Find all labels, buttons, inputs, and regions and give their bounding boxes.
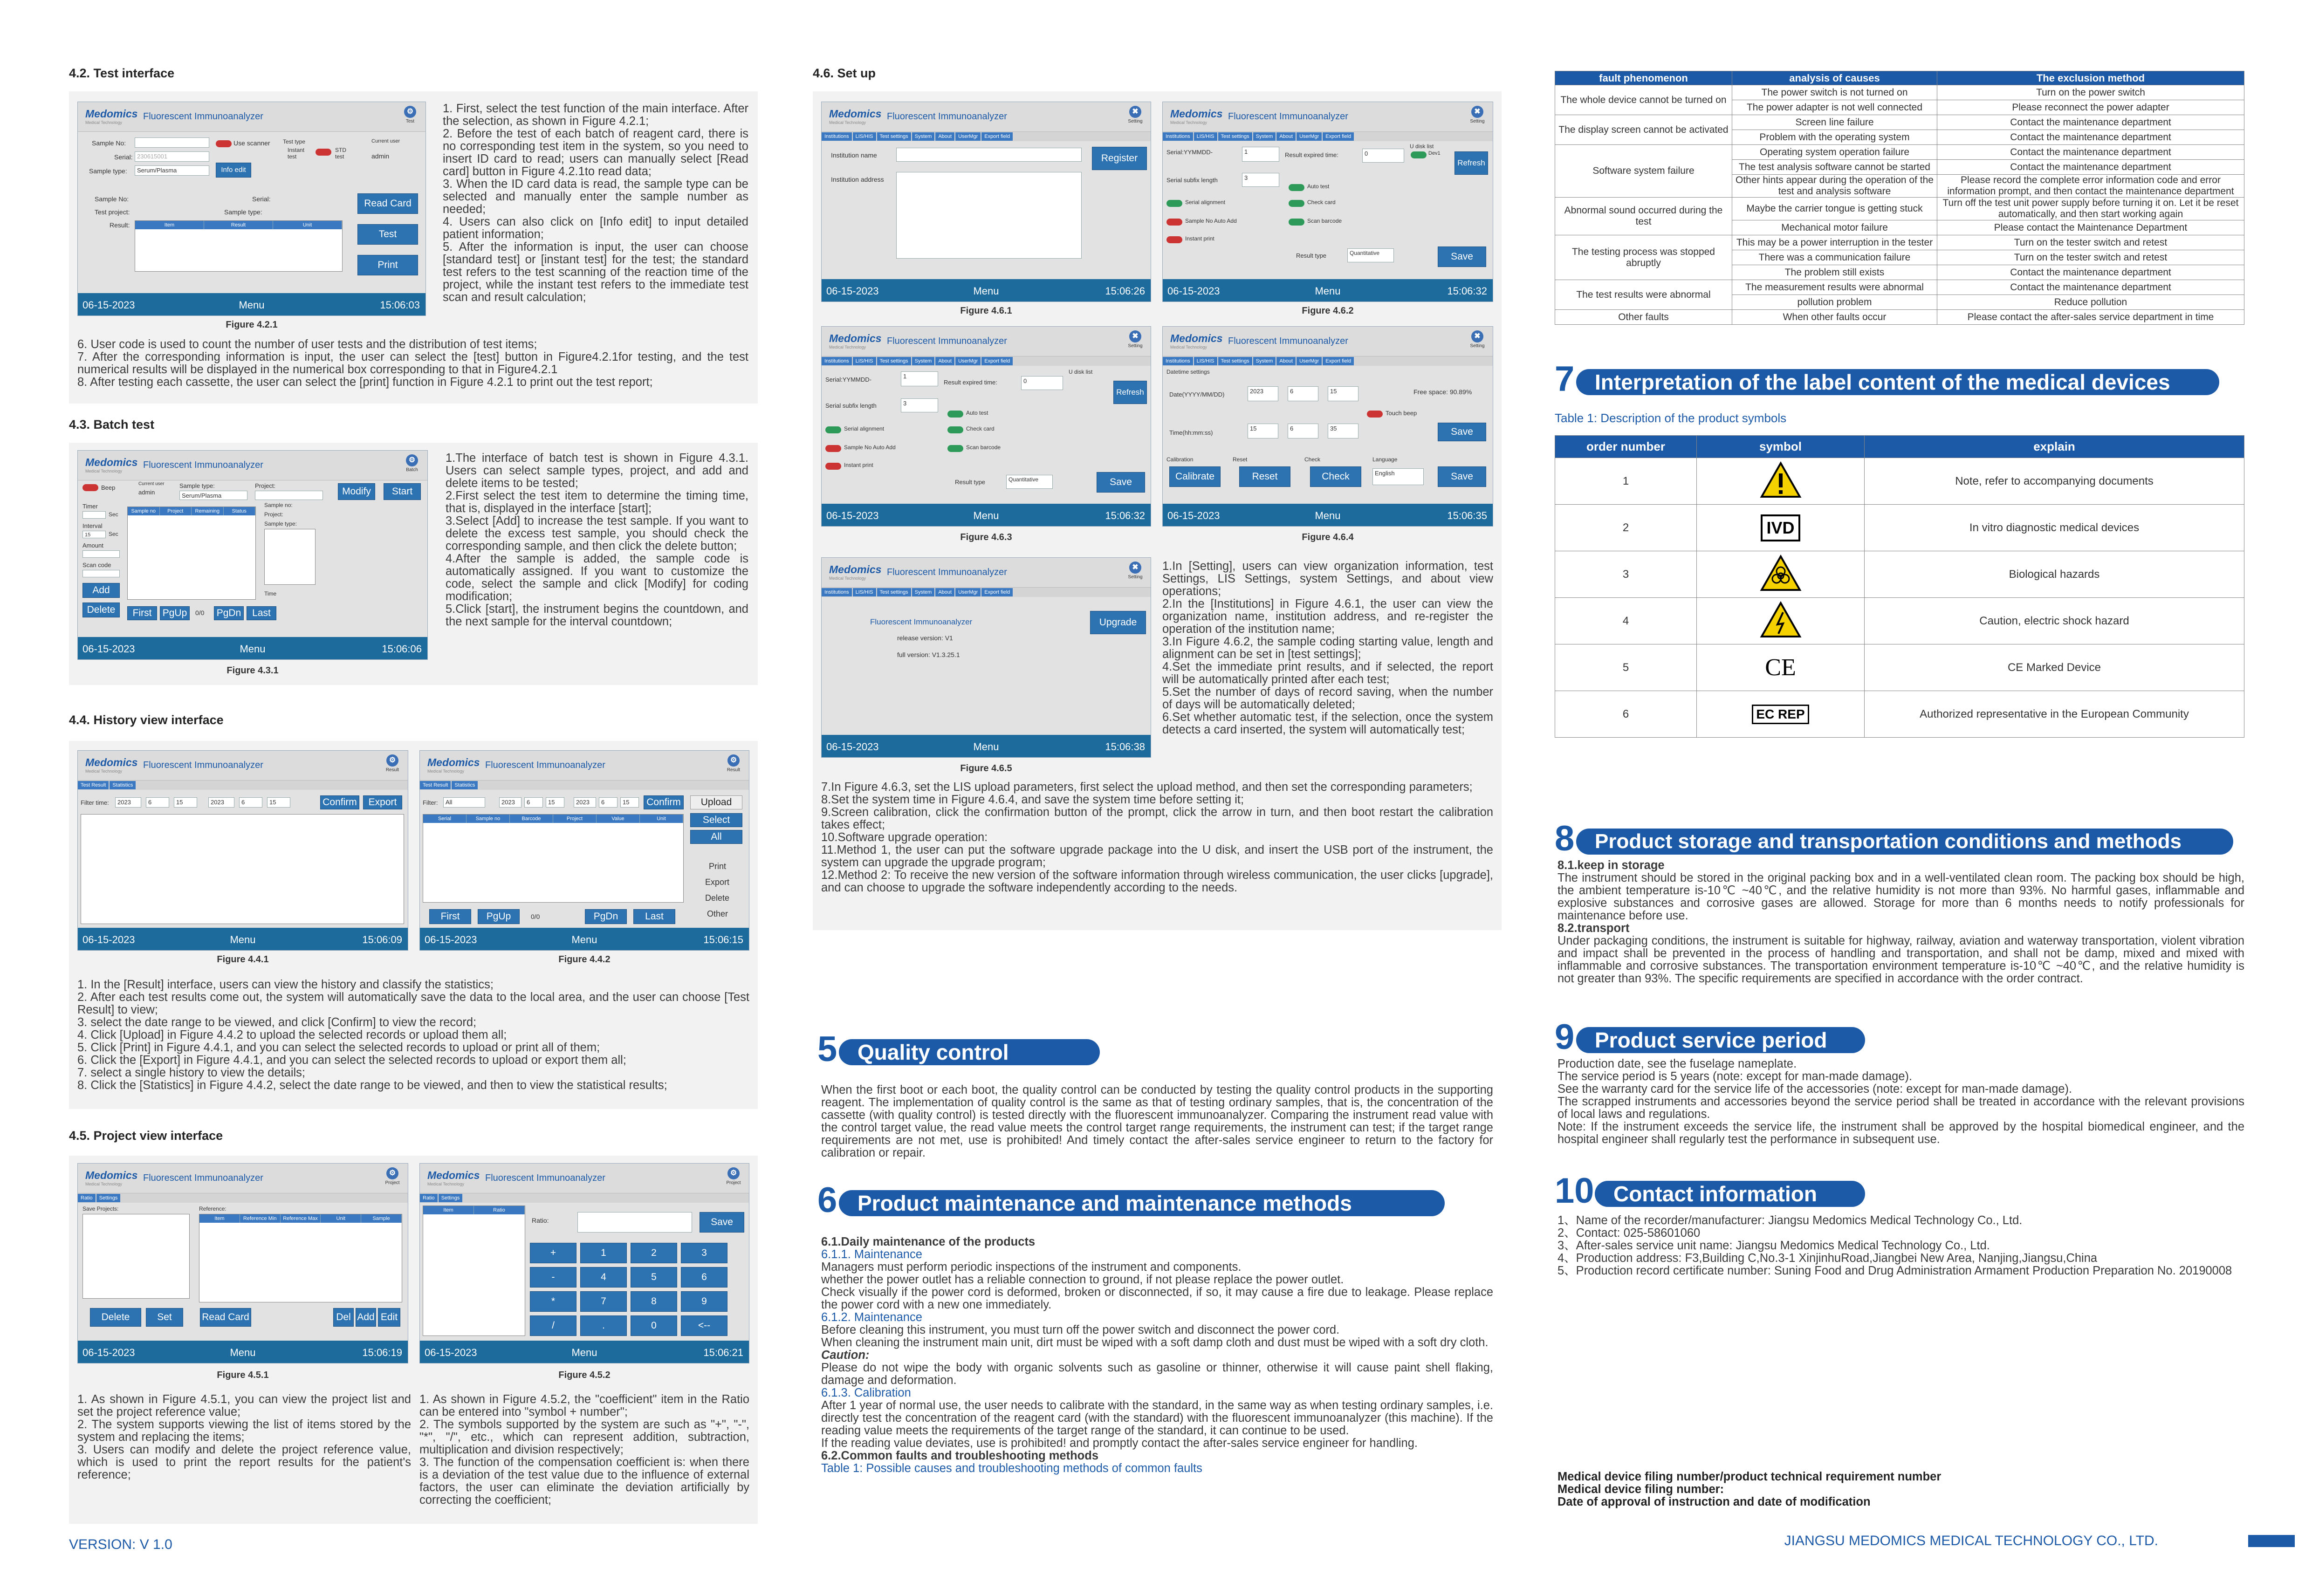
keypad-key[interactable]: . xyxy=(580,1315,627,1336)
setting-icon[interactable]: ✖ Setting xyxy=(1127,106,1143,124)
figure-4-2-1-caption: Figure 4.2.1 xyxy=(226,320,278,330)
sample-type-list[interactable] xyxy=(264,529,316,585)
figure-4-4-1-caption: Figure 4.4.1 xyxy=(217,954,269,965)
fault-cause: The measurement results were abnormal xyxy=(1732,280,1937,295)
fault-fix: Contact the maintenance department xyxy=(1937,130,2244,145)
screen-history-result: Medomics Medical Technology Fluorescent Immunoanalyzer ⚙ Result Test Result Statistics Filter time: 2023 6 15 2023 6 15 Confirm Export 06-15-2023 Menu 15:06:09 xyxy=(77,750,408,951)
section-4-3-text: 1.The interface of batch test is shown in Figure 4.3.1. Users can select sample types, project, and add and delete items to be tested; 2.First select the test item to determine the timing time, that is, displayed in the interface [start]; 3.Select [Add] to increase the test sample. If you want to delete the excess test sample, you should check the corresponding sample, and then click the delete button; 4.After the sample is added, the sample code is automatically assigned. If you want to customize the code, select the sample and click [Modify] for coding modification; 5.Click [start], the instrument begins the countdown, and the next sample for the interval countdown; xyxy=(446,452,748,628)
medomics-logo: Medomics Medical Technology xyxy=(85,108,138,125)
user-name: admin xyxy=(371,152,390,160)
screen-project-ratio: Medomics Medical Technology Fluorescent Immunoanalyzer ⚙ Project Ratio Settings Item Ratio Ratio: Save + 1 2 3 - 4 5 6 * 7 8 9 / . 0 <-- 06-15-2023 Menu 15:06:21 xyxy=(419,1163,749,1363)
quality-control-text: When the first boot or each boot, the quality control can be conducted by testing the quality control products in the supporting reagent. The implementation of quality control is the same as that of testing ordinary samples, that is, the concentration of the cassette (with quality control) is tested directly with the fluorescent immunoanalyzer. Comparing the instrument read value with the control target value, the read value meets the control target range requirements, the instrument can test; if the target range requirements are not met, use is prohibited! And timely contact the after-sales service engineer to return to the factory for calibration or repair. xyxy=(821,1083,1493,1159)
pgup-button[interactable]: PgUp xyxy=(160,606,190,620)
fault-fix: Please record the complete error information code and error information prompt, and then contact the maintenance department xyxy=(1937,175,2244,198)
figure-4-6-1-caption: Figure 4.6.1 xyxy=(960,306,1012,316)
screen-setup-institutions: Medomics Medical Technology Fluorescent Immunoanalyzer ✖ Setting Institutions LIS/HIS Test settings System About UserMgr Export field Institution name Register Institution address 06-15-2023 Menu 15:06:26 xyxy=(821,102,1151,302)
start-button[interactable]: Start xyxy=(384,483,421,500)
institution-name-input[interactable] xyxy=(896,148,1082,162)
ratio-save-button[interactable]: Save xyxy=(700,1212,744,1233)
ec-rep-icon: EC REP xyxy=(1752,705,1809,724)
footer-accent-bar xyxy=(2248,1535,2295,1547)
fault-cause: The power switch is not turned on xyxy=(1732,85,1937,100)
fault-row xyxy=(1555,115,2244,130)
version-label: VERSION: V 1.0 xyxy=(69,1537,172,1552)
fault-cause: Maybe the carrier tongue is getting stuck xyxy=(1732,198,1937,220)
keypad-key[interactable]: 8 xyxy=(631,1291,677,1312)
figure-4-6-2-caption: Figure 4.6.2 xyxy=(1302,306,1354,316)
figure-4-5-1-caption: Figure 4.5.1 xyxy=(217,1370,269,1380)
page-count: 0/0 xyxy=(195,609,205,616)
read-card-button[interactable]: Read Card xyxy=(357,193,418,214)
screen-title: Fluorescent Immunoanalyzer xyxy=(143,111,263,122)
fault-cause: The test analysis software cannot be started xyxy=(1732,160,1937,175)
service-period-text: Production date, see the fuselage nameplate. The service period is 5 years (note: except for man-made damage). See the warranty card for the service life of the accessories (note: except for man-made damage). The scrapped instruments and accessories beyond the service period shall be treated in accordance with the relevant provisions of local laws and regulations. Note: If the instrument exceeds the service life, the instrument shall be approved by the hospital biomedical engineer, and the hospital engineer shall regularly test the performance in subsequent use. xyxy=(1557,1057,2244,1146)
fault-phenomenon: Other faults xyxy=(1555,310,1732,325)
figure-4-5-2-caption: Figure 4.5.2 xyxy=(558,1370,611,1380)
saved-projects-list[interactable] xyxy=(82,1214,190,1299)
delete-option[interactable]: Delete xyxy=(705,893,730,903)
section-4-4-title: 4.4. History view interface xyxy=(69,713,224,727)
fault-cause: The problem still exists xyxy=(1732,265,1937,280)
maintenance-text: 6.1.Daily maintenance of the products 6.1.1. Maintenance Managers must perform periodic inspections of the instrument and components. whether the power outlet has a reliable connection to ground, if not please replace the power outlet. Check visually if the power cord is deformed, broken or disconnected, if so, it may cause a fire due to leakage. Please replace the power cord with a new one immediately. 6.1.2. Maintenance Before cleaning this instrument, you must turn off the power switch and disconnect the power cord. When cleaning the instrument main unit, dirt must be wiped with a soft damp cloth and dust must be wiped with a soft dry cloth. Caution: Please do not wipe the body with organic solvents such as gasoline or thinner, otherwise it will cause paint shell flaking, damage and deformation. 6.1.3. Calibration After 1 year of normal use, the user needs to calibrate with the standard, in the same way as when testing ordinary samples, i.e. directly test the concentration of the reagent card (with the standard) with the fluorescent immunoanalyzer (this machine). If the reading value meets the requirements of the target range of the standard, it can continue to be used. If the reading value deviates, use is prohibited! and promptly contact the after-sales service engineer for handling. 6.2.Common faults and troubleshooting methods Table 1: Possible causes and troubleshooting methods of common faults xyxy=(821,1235,1493,1475)
screen-setup-test-settings: Medomics Medical Technology Fluorescent Immunoanalyzer ✖ Setting Institutions LIS/HIS Test settings System About UserMgr Export field Serial:YYMMDD- 1 Result expired time: 0 U disk list Dev1 Refresh Serial subfix length 3 Serial alignment Auto test Check card Sample No Auto Add Scan barcode Instant print Result type Quantitative Save 06-15-2023 Menu 15:06:32 xyxy=(1162,102,1493,302)
fault-phenomenon: Abnormal sound occurred during the test xyxy=(1555,198,1732,235)
ref-add-button[interactable]: Add xyxy=(356,1308,376,1327)
keypad-key[interactable]: 6 xyxy=(681,1267,727,1288)
history-list[interactable] xyxy=(81,814,404,924)
setup-tabs[interactable]: Institutions LIS/HIS Test settings System About UserMgr Export field xyxy=(822,132,1151,141)
fault-row xyxy=(1555,235,2244,250)
storage-text: 8.1.keep in storage The instrument should be stored in the original packing box and in a well-ventilated clean room. The packing box should be high, the ambient temperature is-10℃ ~40℃, and the relative humidity is not more than 93%. No harmful gases, inflammable and explosive substances and corrosive gases are allowed. Storage for more than 6 months needs to notify professionals for maintenance before use. 8.2.transport Under packaging conditions, the instrument is suitable for highway, railway, aviation and waterway transportation, violent vibration and impact shall be prevented in the process of handling and transportation, and shall not be damp, mixed and mixed with inflammable and corrosive substances. The transportation environment temperature is-10℃ ~40℃, and the relative humidity is not greater than 93%. The specific requirements are specified in accordance with the order contract. xyxy=(1557,859,2244,985)
info-edit-button[interactable]: Info edit xyxy=(216,163,251,178)
export-button[interactable]: Export xyxy=(363,795,402,809)
keypad-key[interactable]: 5 xyxy=(631,1267,677,1288)
fault-fix: Turn off the test unit power supply before turning it on. Let it be reset automatically, and then start working again xyxy=(1937,198,2244,220)
screen-test-interface xyxy=(77,102,426,316)
fault-phenomenon: The test results were abnormal xyxy=(1555,280,1732,310)
fault-cause: This may be a power interruption in the tester xyxy=(1732,235,1937,250)
figure-4-6-3-caption: Figure 4.6.3 xyxy=(960,532,1012,542)
fault-fix: Contact the maintenance department xyxy=(1937,160,2244,175)
screen-setup-system: Medomics Medical Technology Fluorescent Immunoanalyzer ✖ Setting Institutions LIS/HIS Test settings System About UserMgr Export field Datetime settings Date(YYYY/MM/DD) 2023 6 15 Free space: 90.89% Touch beep Time(hh:mm:ss) 15 6 35 Save Calibration Reset Check Language Calibrate Reset Check English Save 06-15-2023 Menu 15:06:35 xyxy=(1162,326,1493,527)
reference-table[interactable]: Item Reference Min Reference Max Unit Sample xyxy=(199,1214,402,1302)
confirm-button[interactable]: Confirm xyxy=(320,795,359,809)
last-button[interactable]: Last xyxy=(247,606,276,620)
result-serial-label: Serial: xyxy=(252,195,271,203)
modify-button[interactable]: Modify xyxy=(338,483,375,500)
fault-row xyxy=(1555,310,2244,325)
calibrate-button[interactable]: Calibrate xyxy=(1169,466,1221,487)
ref-edit-button[interactable]: Edit xyxy=(378,1308,400,1327)
status-bar: 06-15-2023 Menu 15:06:03 xyxy=(78,293,425,315)
fault-row xyxy=(1555,280,2244,295)
figure-4-6-5-caption: Figure 4.6.5 xyxy=(960,763,1012,774)
upgrade-button[interactable]: Upgrade xyxy=(1090,611,1146,634)
use-scanner-label: Use scanner xyxy=(233,139,270,147)
sample-type-label: Sample type: xyxy=(89,167,127,175)
fault-cause: Other hints appear during the operation of the test and analysis software xyxy=(1732,175,1937,198)
ratio-input[interactable] xyxy=(577,1212,692,1233)
keypad-key[interactable]: 7 xyxy=(580,1291,627,1312)
keypad-key[interactable]: <-- xyxy=(681,1315,727,1336)
sample-no-input[interactable] xyxy=(135,137,209,148)
batch-sample-table: Sample no Project Remaining time Status xyxy=(127,507,256,600)
figure-4-6-4-caption: Figure 4.6.4 xyxy=(1302,532,1354,542)
electric-shock-icon xyxy=(1760,601,1802,638)
section-4-5-text-a: 1. As shown in Figure 4.5.1, you can view the project list and set the project reference value; 2. The system supports viewing the list of items stored by the system and replacing the items; 3. Users can modify and delete the project reference value, which is used to print the report results for the patient's reference; xyxy=(77,1393,411,1481)
fault-cause: There was a communication failure xyxy=(1732,250,1937,265)
fault-phenomenon: The testing process was stopped abruptly xyxy=(1555,235,1732,280)
timer-input[interactable] xyxy=(82,511,106,519)
serial-input[interactable]: 230615001 xyxy=(135,151,209,162)
section-4-6-text-b: 7.In Figure 4.6.3, set the LIS upload parameters, first select the upload method, and then set the corresponding parameters; 8.Set the system time in Figure 4.6.4, and save the system time before setting it; 9.Screen calibration, click the confirmation button of the prompt, click the arrow in turn, and then boot restart the calibration takes effect; 10.Software upgrade operation: 11.Method 1, the user can put the software upgrade package into the U disk, and insert the USB port of the instrument, the system can upgrade the upgrade program; 12.Method 2: To receive the new version of the software information through wireless communication, the user clicks [upgrade], and can choose to upgrade the software independently according to the needs. xyxy=(821,781,1493,894)
section-4-5-title: 4.5. Project view interface xyxy=(69,1129,223,1143)
instant-test-label[interactable]: Instant test xyxy=(288,147,305,160)
symbols-table: order number symbol explain 1 Note, refer to accompanying documents 2 IVD In vitro diagnostic medical devices 3 Biological hazards 4 Caution, electric shock hazard 5 CE CE Marked Device 6 EC REP Authorized representative in the European Community xyxy=(1555,435,2244,738)
std-test-label[interactable]: STD test xyxy=(335,147,346,160)
upload-button[interactable]: Upload xyxy=(690,795,742,809)
fault-phenomenon: Software system failure xyxy=(1555,145,1732,198)
keypad-key[interactable]: 3 xyxy=(681,1243,727,1263)
result-icon[interactable]: ⚙ Result xyxy=(384,754,400,773)
fault-fix: Contact the maintenance department xyxy=(1937,115,2244,130)
result-sample-type-label: Sample type: xyxy=(224,208,262,216)
ref-del-button[interactable]: Del xyxy=(333,1308,354,1327)
fault-fix: Please reconnect the power adapter xyxy=(1937,100,2244,115)
serial-label: Serial: xyxy=(114,153,133,161)
fault-fix: Contact the maintenance department xyxy=(1937,280,2244,295)
history-tabs[interactable]: Test Result Statistics xyxy=(78,781,408,790)
fault-phenomenon: The display screen cannot be activated xyxy=(1555,115,1732,145)
fault-row xyxy=(1555,145,2244,160)
test-button[interactable]: Test xyxy=(357,224,418,245)
fault-fix: Reduce pollution xyxy=(1937,295,2244,310)
fault-cause: pollution problem xyxy=(1732,295,1937,310)
figure-4-4-2-caption: Figure 4.4.2 xyxy=(558,954,611,965)
scan-code-input[interactable] xyxy=(82,570,120,577)
keypad-key[interactable]: 9 xyxy=(681,1291,727,1312)
fault-fix: Turn on the power switch xyxy=(1937,85,2244,100)
fault-cause: Screen line failure xyxy=(1732,115,1937,130)
pgdn-button[interactable]: PgDn xyxy=(214,606,244,620)
result-label: Result: xyxy=(110,221,130,229)
keypad-key[interactable]: + xyxy=(530,1243,576,1263)
section-4-3-title: 4.3. Batch test xyxy=(69,418,155,432)
current-user-label: Current user xyxy=(371,138,400,144)
all-button[interactable]: All xyxy=(690,830,742,844)
test-icon[interactable]: ⚙ Test xyxy=(402,106,418,124)
section-4-2-text-b: 6. User code is used to count the number of user tests and the distribution of test items; 7. After the corresponding information is input, the user can select the [test] button in Figure4.2.1for testing, and the test numerical results will be displayed in the numerical box corresponding to that in Figure4.2.1 8. After testing each cassette, the user can select the [print] function in Figure 4.2.1 to print out the test report; xyxy=(77,338,748,389)
add-button[interactable]: Add xyxy=(82,583,120,598)
fault-row xyxy=(1555,85,2244,100)
section-4-2-text: 1. First, select the test function of the main interface. After the selection, as shown in Figure 4.2.1; 2. Before the test of each batch of reagent card, there is no corresponding test item in the system, so you need to insert ID card to read; users can manually select [Read card] button in Figure 4.2.1to read data; 3. When the ID card data is read, the sample type can be selected and manually enter the sample number as needed; 4. Users can also click on [Info edit] to input detailed patient information; 5. After the information is input, the user can choose [standard test] or [instant test] for the test; the standard test refers to the test scanning of the reaction time of the project, while the instant test refers to the immediate test scan and result calculation; xyxy=(443,102,748,304)
company-footer: JIANGSU MEDOMICS MEDICAL TECHNOLOGY CO., LTD. xyxy=(1784,1533,2158,1548)
amount-input[interactable] xyxy=(82,550,120,558)
check-button[interactable]: Check xyxy=(1310,466,1361,487)
other-option[interactable]: Other xyxy=(707,909,728,918)
language-select[interactable]: English xyxy=(1372,468,1424,485)
select-button[interactable]: Select xyxy=(690,813,742,827)
filing-info: Medical device filing number/product technical requirement number Medical device filing number: Date of approval of instruction and date of modification xyxy=(1557,1470,1942,1508)
project-set-button[interactable]: Set xyxy=(146,1308,183,1327)
first-button[interactable]: First xyxy=(127,606,157,620)
fault-cause: Operating system operation failure xyxy=(1732,145,1937,160)
faults-table: fault phenomenon analysis of causes The exclusion method The whole device cannot be turned on The power switch is not turned on Turn on the power switch The power adapter is not well connected Please reconnect the power adapter The display screen cannot be activated Screen line failure Contact the maintenance department Problem with the operating system Contact the maintenance department Software system failure Operating system operation failure Contact the maintenance department The test analysis software cannot be started Contact the maintenance department Other hints appear during the operation of the test and analysis software Please record the complete error information code and error information prompt, and then contact the maintenance department Abnormal sound occurred during the test Maybe the carrier tongue is getting stuck Turn off the test unit power supply before turning it on. Let it be reset automatically, and then start working again Mechanical motor failure Please contact the Maintenance Department The testing process was stopped abruptly This may be a power interruption in the tester Turn on the tester switch and retest There was a communication failure Turn on the tester switch and retest The problem still exists Contact the maintenance department The test results were abnormal The measurement results were abnormal Contact the maintenance department pollution problem Reduce pollution Other faults When other faults occur Please contact the after-sales service department in time xyxy=(1555,71,2244,325)
institution-address-input[interactable] xyxy=(896,172,1082,259)
screen-history-statistics: Medomics Medical Technology Fluorescent Immunoanalyzer ⚙ Result Test Result Statistics Filter: All 2023 6 15 2023 6 15 Confirm Serial Sample no Barcode Project Value Unit Upload Select All Print Export Delete Other First PgUp 0/0 PgDn Last 06-15-2023 Menu 15:06:15 xyxy=(419,750,749,951)
keypad-key[interactable]: * xyxy=(530,1291,576,1312)
fault-fix: Contact the maintenance department xyxy=(1937,265,2244,280)
register-button[interactable]: Register xyxy=(1092,147,1147,170)
fault-row xyxy=(1555,198,2244,220)
result-sample-label: Sample No: xyxy=(95,195,129,203)
symbols-table-caption: Table 1: Description of the product symbols xyxy=(1555,411,1787,425)
batch-icon[interactable]: ⚙ Batch xyxy=(404,454,420,473)
export-option[interactable]: Export xyxy=(705,877,730,887)
fault-cause: When other faults occur xyxy=(1732,310,1937,325)
section-4-2-title: 4.2. Test interface xyxy=(69,66,175,80)
print-option[interactable]: Print xyxy=(709,862,727,871)
contact-text: 1、Name of the recorder/manufacturer: Jiangsu Medomics Medical Technology Co., Ltd. 2、Contact: 025-58601060 3、After-sales service unit name: Jiangsu Medomics Medical Technology Co., Ltd. 4、Production address: F3,Building C,No.3-1 XinjinhuRoad,Jiangbei New Area, Nanjing,Jiangsu,China 5、Production record certificate number: Suning Food and Drug Administration Armament Production Preparation No. 20190008 xyxy=(1557,1214,2232,1277)
screen-project-list: Medomics Medical Technology Fluorescent Immunoanalyzer ⚙ Project Ratio Settings Save Projects: Reference: Item Reference Min Reference Max Unit Sample Delete Set Read Card Del Add Edit 06-15-2023 Menu 15:06:19 xyxy=(77,1163,408,1363)
biohazard-icon xyxy=(1760,555,1802,592)
sample-no-label: Sample No: xyxy=(92,139,126,147)
screen-setup-about: Medomics Medical Technology Fluorescent Immunoanalyzer ✖ Setting Institutions LIS/HIS Test settings System About UserMgr Export field Fluorescent Immunoanalyzer release version: V1 full version: V1.3.25.1 Upgrade 06-15-2023 Menu 15:06:38 xyxy=(821,557,1151,758)
fault-fix: Turn on the tester switch and retest xyxy=(1937,235,2244,250)
section-4-6-title: 4.6. Set up xyxy=(813,66,876,80)
section-4-5-text-b: 1. As shown in Figure 4.5.2, the "coefficient" item in the Ratio can be entered into "symbol + number"; 2. The symbols supported by the system are such as "+", "-", "*", "/", etc., which can represent addition, subtraction, multiplication and division respectively; 3. The function of the compensation coefficient is: when there is a deviation of the test value due to the influence of external factors, the user can eliminate the deviation artificially by correcting the coefficient; xyxy=(419,1393,749,1507)
keypad-key[interactable]: 0 xyxy=(631,1315,677,1336)
fault-fix: Please contact the after-sales service department in time xyxy=(1937,310,2244,325)
section-4-6-text-a: 1.In [Setting], users can view organization information, test Settings, LIS Settings, system Settings, and about view operations; 2.In the [Institutions] in Figure 4.6.1, the user can view the organization name, institution address, and re-register the operation of the institution name; 3.In Figure 4.6.2, the sample coding starting value, length and alignment can be set in [test settings]; 4.Set the immediate print results, and if selected, the report will be automatically printed after each test; 5.Set the number of days of record saving, when the number of days will be automatically deleted; 6.Set whether automatic test, if the selection, once the system detects a card inserted, the system will automatically test; xyxy=(1162,560,1493,736)
batch-sample-type-select[interactable]: Serum/Plasma xyxy=(179,491,247,500)
project-delete-button[interactable]: Delete xyxy=(90,1308,141,1327)
reset-button[interactable]: Reset xyxy=(1239,466,1290,487)
section-4-4-text: 1. In the [Result] interface, users can view the history and classify the statistics; 2. After each test results come out, the system will automatically save the data to the local area, and the user can choose [Test Result] to view; 3. select the date range to be viewed, and click [Confirm] to view the record; 4. Click [Upload] in Figure 4.4.2 to upload the selected records or upload them all; 5. Click [Print] in Figure 4.4.1, and you can select the selected records to upload or print all of them; 6. Click the [Export] in Figure 4.4.1, and you can select the selected records to upload or export them all; 7. select a single history to view the details; 8. Click the [Statistics] in Figure 4.4.2, select the date range to be viewed, and then to view the statistical results; xyxy=(77,978,749,1092)
fault-phenomenon: The whole device cannot be turned on xyxy=(1555,85,1732,115)
keypad-key[interactable]: 4 xyxy=(580,1267,627,1288)
ratio-list[interactable]: Item Ratio xyxy=(423,1206,525,1336)
interval-input[interactable]: 15 xyxy=(82,531,106,538)
screen-setup-lis: Medomics Medical Technology Fluorescent Immunoanalyzer ✖ Setting Institutions LIS/HIS Test settings System About UserMgr Export field Serial:YYMMDD- 1 Result expired time: 0 U disk list Refresh Serial subfix length 3 Serial alignment Auto test Check card Sample No Auto Add Scan barcode Instant print Result type Quantitative Save 06-15-2023 Menu 15:06:32 xyxy=(821,326,1151,527)
batch-project-select[interactable] xyxy=(255,491,323,500)
ivd-icon: IVD xyxy=(1761,514,1800,541)
test-type-label: Test type xyxy=(283,138,306,145)
fault-cause: The power adapter is not well connected xyxy=(1732,100,1937,115)
beep-toggle[interactable] xyxy=(82,484,98,491)
keypad-key[interactable]: 1 xyxy=(580,1243,627,1263)
fault-cause: Mechanical motor failure xyxy=(1732,220,1937,235)
fault-fix: Contact the maintenance department xyxy=(1937,145,2244,160)
statistics-table[interactable]: Serial Sample no Barcode Project Value Unit xyxy=(423,814,684,903)
sample-type-select[interactable]: Serum/Plasma xyxy=(135,165,209,176)
warning-triangle-icon xyxy=(1760,461,1802,499)
print-button[interactable]: Print xyxy=(357,255,418,275)
fault-fix: Turn on the tester switch and retest xyxy=(1937,250,2244,265)
project-read-card-button[interactable]: Read Card xyxy=(200,1308,251,1327)
project-icon[interactable]: ⚙ Project xyxy=(384,1167,400,1185)
use-scanner-toggle[interactable] xyxy=(216,140,232,147)
figure-4-3-1-caption: Figure 4.3.1 xyxy=(226,665,279,676)
screen-batch-test: Medomics Medical Technology Fluorescent Immunoanalyzer ⚙ Batch Beep Current user admin Sample type: Serum/Plasma Project: Modify Start Timer Sec Interval 15 Sec Amount Scan code Add Delete Sample no Project Remaining time Status Sample no: Project: Sample type: Time First PgUp 0/0 PgDn Last 06-15-2023 Menu 15:06:06 xyxy=(77,450,428,660)
fault-cause: Problem with the operating system xyxy=(1732,130,1937,145)
result-table: Item Result Unit xyxy=(135,220,343,272)
keypad-key[interactable]: / xyxy=(530,1315,576,1336)
refresh-button[interactable]: Refresh xyxy=(1454,151,1488,175)
keypad-key[interactable]: - xyxy=(530,1267,576,1288)
result-project-label: Test project: xyxy=(95,208,130,216)
ce-mark-icon: CE xyxy=(1765,654,1796,681)
test-type-toggle[interactable] xyxy=(316,149,331,156)
fault-fix: Please contact the Maintenance Department xyxy=(1937,220,2244,235)
keypad-key[interactable]: 2 xyxy=(631,1243,677,1263)
delete-button[interactable]: Delete xyxy=(82,603,120,617)
